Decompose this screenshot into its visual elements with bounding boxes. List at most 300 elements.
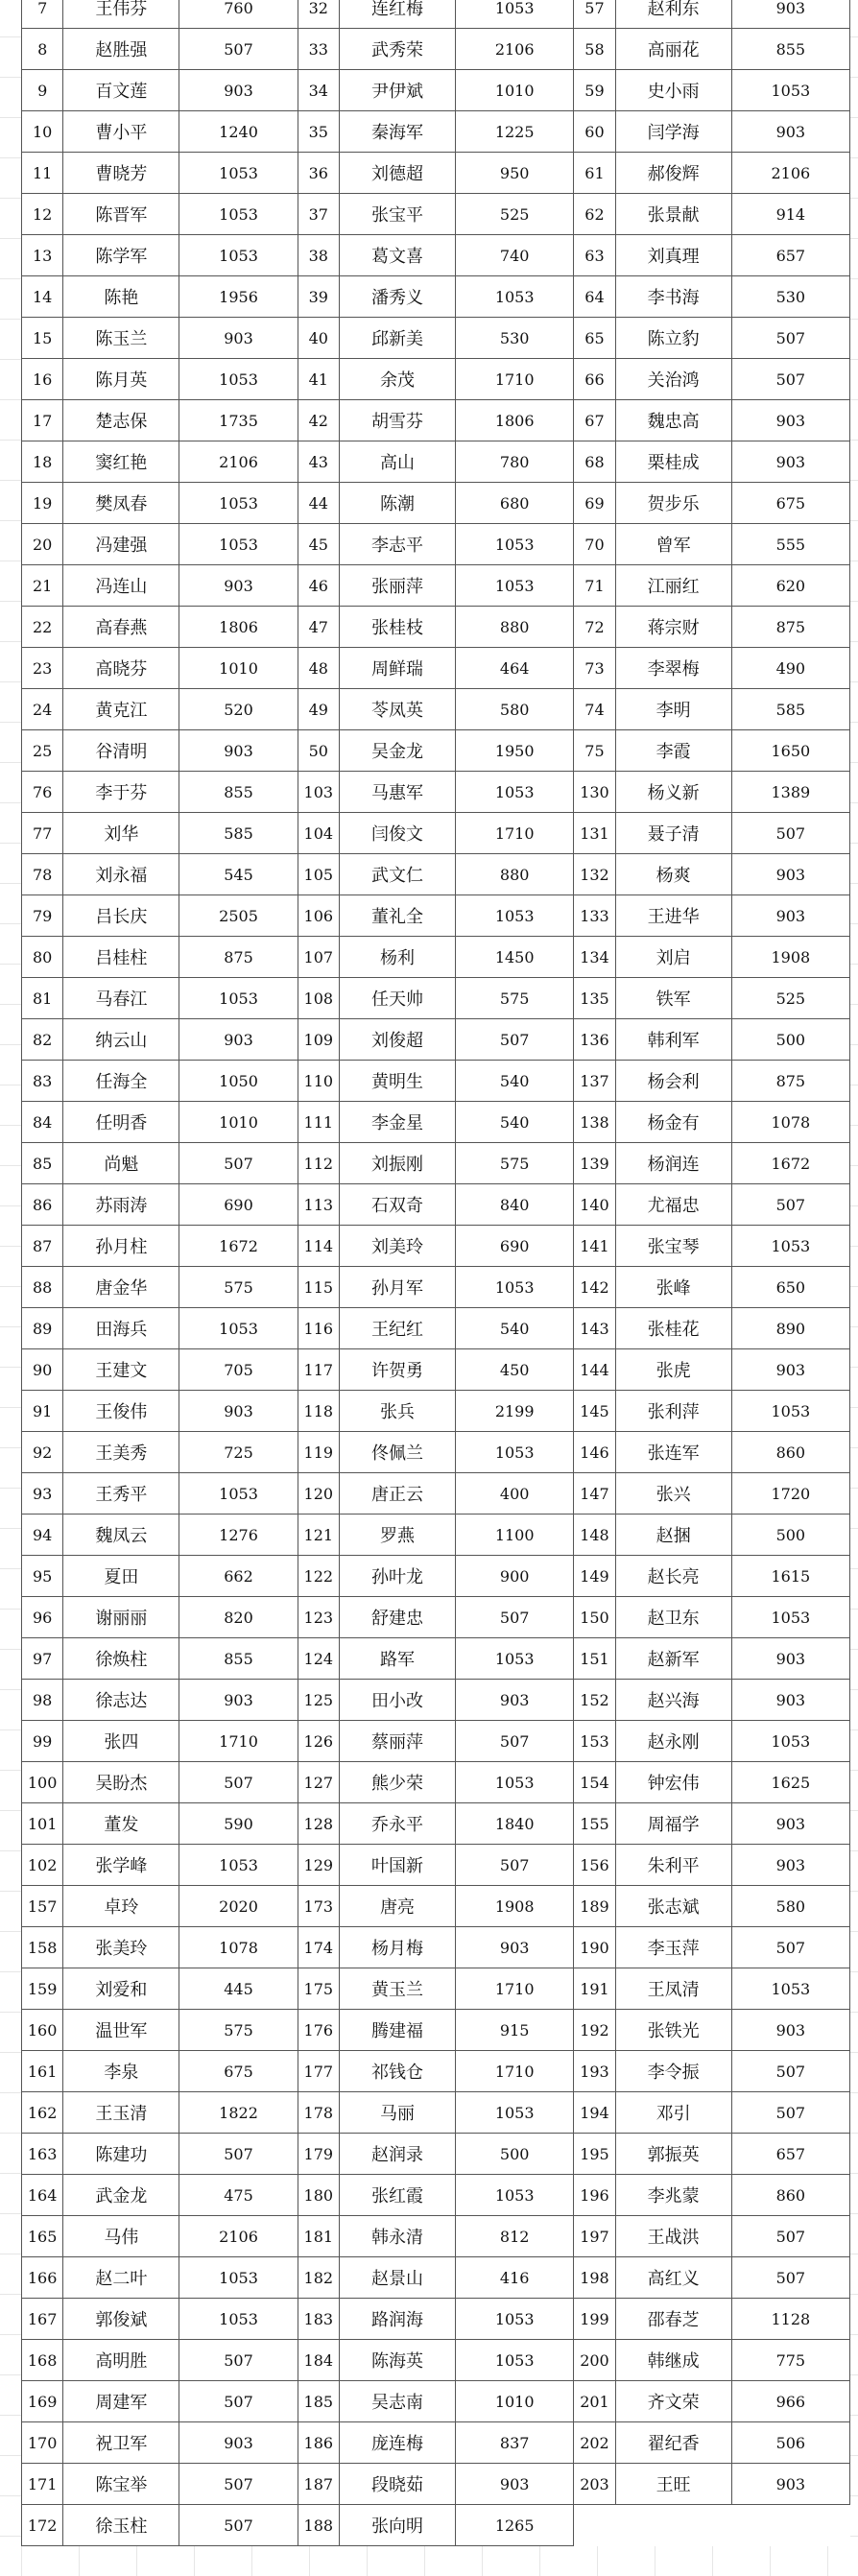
seq-number-cell[interactable]: 191	[574, 1968, 615, 2010]
amount-cell[interactable]: 903	[731, 2464, 849, 2505]
amount-cell[interactable]: 1053	[179, 359, 298, 400]
seq-number-cell[interactable]: 133	[574, 895, 615, 937]
seq-number-cell[interactable]: 90	[22, 1349, 63, 1391]
amount-cell[interactable]: 507	[731, 1184, 849, 1226]
person-name-cell[interactable]: 冯连山	[63, 565, 179, 607]
person-name-cell[interactable]: 聂子清	[615, 813, 731, 854]
person-name-cell[interactable]: 刘振刚	[339, 1143, 455, 1184]
person-name-cell[interactable]: 郭俊斌	[63, 2299, 179, 2340]
seq-number-cell[interactable]: 192	[574, 2010, 615, 2051]
seq-number-cell[interactable]: 63	[574, 235, 615, 276]
amount-cell[interactable]: 775	[731, 2340, 849, 2381]
amount-cell[interactable]: 506	[731, 2422, 849, 2464]
seq-number-cell[interactable]: 58	[574, 29, 615, 70]
seq-number-cell[interactable]: 114	[298, 1226, 339, 1267]
amount-cell[interactable]: 507	[179, 1762, 298, 1803]
seq-number-cell[interactable]: 193	[574, 2051, 615, 2092]
amount-cell[interactable]: 507	[179, 2134, 298, 2175]
person-name-cell[interactable]: 王秀平	[63, 1473, 179, 1515]
person-name-cell[interactable]: 陈宝举	[63, 2464, 179, 2505]
amount-cell[interactable]: 507	[179, 1143, 298, 1184]
person-name-cell[interactable]: 赵景山	[339, 2257, 455, 2299]
amount-cell[interactable]: 1672	[179, 1226, 298, 1267]
person-name-cell[interactable]: 卓玲	[63, 1886, 179, 1927]
person-name-cell[interactable]: 邵春芝	[615, 2299, 731, 2340]
person-name-cell[interactable]: 高春燕	[63, 607, 179, 648]
amount-cell[interactable]: 1128	[731, 2299, 849, 2340]
amount-cell[interactable]: 1053	[456, 895, 574, 937]
person-name-cell[interactable]: 李金星	[339, 1102, 455, 1143]
amount-cell[interactable]: 1053	[456, 2175, 574, 2216]
seq-number-cell[interactable]: 173	[298, 1886, 339, 1927]
seq-number-cell[interactable]: 167	[22, 2299, 63, 2340]
person-name-cell[interactable]: 黄克江	[63, 689, 179, 730]
amount-cell[interactable]: 580	[731, 1886, 849, 1927]
amount-cell[interactable]: 1010	[456, 2381, 574, 2422]
seq-number-cell[interactable]: 70	[574, 524, 615, 565]
person-name-cell[interactable]: 许贺勇	[339, 1349, 455, 1391]
seq-number-cell[interactable]: 32	[298, 0, 339, 29]
seq-number-cell[interactable]: 11	[22, 153, 63, 194]
seq-number-cell[interactable]: 171	[22, 2464, 63, 2505]
amount-cell[interactable]: 1053	[731, 1226, 849, 1267]
amount-cell[interactable]: 507	[731, 813, 849, 854]
amount-cell[interactable]: 450	[456, 1349, 574, 1391]
person-name-cell[interactable]: 高晓芬	[63, 648, 179, 689]
person-name-cell[interactable]: 纳云山	[63, 1019, 179, 1061]
amount-cell[interactable]: 580	[456, 689, 574, 730]
amount-cell[interactable]: 875	[731, 1061, 849, 1102]
amount-cell[interactable]: 903	[731, 1638, 849, 1680]
person-name-cell[interactable]: 赵永刚	[615, 1721, 731, 1762]
amount-cell[interactable]: 1053	[179, 524, 298, 565]
amount-cell[interactable]: 1010	[179, 1102, 298, 1143]
seq-number-cell[interactable]: 149	[574, 1556, 615, 1597]
person-name-cell[interactable]: 王进华	[615, 895, 731, 937]
seq-number-cell[interactable]: 174	[298, 1927, 339, 1968]
amount-cell[interactable]: 507	[731, 2092, 849, 2134]
person-name-cell[interactable]: 张宝平	[339, 194, 455, 235]
person-name-cell[interactable]: 王美秀	[63, 1432, 179, 1473]
seq-number-cell[interactable]: 41	[298, 359, 339, 400]
person-name-cell[interactable]: 温世军	[63, 2010, 179, 2051]
person-name-cell[interactable]: 张铁光	[615, 2010, 731, 2051]
person-name-cell[interactable]: 魏凤云	[63, 1515, 179, 1556]
person-name-cell[interactable]: 李翠梅	[615, 648, 731, 689]
seq-number-cell[interactable]: 68	[574, 441, 615, 483]
amount-cell[interactable]: 1225	[456, 111, 574, 153]
amount-cell[interactable]: 1240	[179, 111, 298, 153]
person-name-cell[interactable]: 尤福忠	[615, 1184, 731, 1226]
seq-number-cell[interactable]: 57	[574, 0, 615, 29]
amount-cell[interactable]: 1010	[179, 648, 298, 689]
amount-cell[interactable]: 540	[456, 1308, 574, 1349]
seq-number-cell[interactable]: 113	[298, 1184, 339, 1226]
seq-number-cell[interactable]: 14	[22, 276, 63, 318]
amount-cell[interactable]: 2020	[179, 1886, 298, 1927]
amount-cell[interactable]: 1053	[179, 2257, 298, 2299]
seq-number-cell[interactable]: 85	[22, 1143, 63, 1184]
person-name-cell[interactable]: 高红义	[615, 2257, 731, 2299]
seq-number-cell[interactable]: 97	[22, 1638, 63, 1680]
seq-number-cell[interactable]: 135	[574, 978, 615, 1019]
amount-cell[interactable]: 464	[456, 648, 574, 689]
person-name-cell[interactable]: 张兵	[339, 1391, 455, 1432]
seq-number-cell[interactable]: 169	[22, 2381, 63, 2422]
person-name-cell[interactable]: 段晓茹	[339, 2464, 455, 2505]
person-name-cell[interactable]: 朱利平	[615, 1845, 731, 1886]
person-name-cell[interactable]: 张美玲	[63, 1927, 179, 1968]
person-name-cell[interactable]: 杨润连	[615, 1143, 731, 1184]
amount-cell[interactable]: 2106	[456, 29, 574, 70]
person-name-cell[interactable]: 吕长庆	[63, 895, 179, 937]
amount-cell[interactable]: 837	[456, 2422, 574, 2464]
amount-cell[interactable]: 575	[179, 2010, 298, 2051]
amount-cell[interactable]: 1908	[456, 1886, 574, 1927]
amount-cell[interactable]: 1010	[456, 70, 574, 111]
amount-cell[interactable]: 1806	[179, 607, 298, 648]
amount-cell[interactable]: 903	[731, 1845, 849, 1886]
seq-number-cell[interactable]: 123	[298, 1597, 339, 1638]
amount-cell[interactable]: 507	[456, 1597, 574, 1638]
person-name-cell[interactable]: 谷清明	[63, 730, 179, 772]
seq-number-cell[interactable]: 108	[298, 978, 339, 1019]
seq-number-cell[interactable]: 62	[574, 194, 615, 235]
seq-number-cell[interactable]: 198	[574, 2257, 615, 2299]
person-name-cell[interactable]: 赵长亮	[615, 1556, 731, 1597]
amount-cell[interactable]: 507	[456, 1019, 574, 1061]
person-name-cell[interactable]: 刘德超	[339, 153, 455, 194]
person-name-cell[interactable]: 韩继成	[615, 2340, 731, 2381]
person-name-cell[interactable]: 陈月英	[63, 359, 179, 400]
person-name-cell[interactable]: 路润海	[339, 2299, 455, 2340]
amount-cell[interactable]: 903	[731, 1680, 849, 1721]
seq-number-cell[interactable]: 137	[574, 1061, 615, 1102]
amount-cell[interactable]: 1050	[179, 1061, 298, 1102]
seq-number-cell[interactable]: 185	[298, 2381, 339, 2422]
person-name-cell[interactable]: 唐正云	[339, 1473, 455, 1515]
person-name-cell[interactable]: 吴志南	[339, 2381, 455, 2422]
seq-number-cell[interactable]: 69	[574, 483, 615, 524]
seq-number-cell[interactable]: 201	[574, 2381, 615, 2422]
person-name-cell[interactable]: 祝卫军	[63, 2422, 179, 2464]
seq-number-cell[interactable]: 67	[574, 400, 615, 441]
amount-cell[interactable]: 1650	[731, 730, 849, 772]
amount-cell[interactable]: 575	[179, 1267, 298, 1308]
amount-cell[interactable]: 1053	[456, 2299, 574, 2340]
seq-number-cell[interactable]: 84	[22, 1102, 63, 1143]
person-name-cell[interactable]: 陈立豹	[615, 318, 731, 359]
person-name-cell[interactable]: 贺步乐	[615, 483, 731, 524]
seq-number-cell[interactable]: 21	[22, 565, 63, 607]
person-name-cell[interactable]: 祁钱仓	[339, 2051, 455, 2092]
amount-cell[interactable]: 1078	[179, 1927, 298, 1968]
amount-cell[interactable]: 507	[731, 318, 849, 359]
person-name-cell[interactable]: 樊凤春	[63, 483, 179, 524]
seq-number-cell[interactable]: 34	[298, 70, 339, 111]
seq-number-cell[interactable]: 16	[22, 359, 63, 400]
seq-number-cell[interactable]: 23	[22, 648, 63, 689]
seq-number-cell[interactable]: 7	[22, 0, 63, 29]
seq-number-cell[interactable]: 20	[22, 524, 63, 565]
amount-cell[interactable]: 903	[179, 1019, 298, 1061]
person-name-cell[interactable]: 董礼全	[339, 895, 455, 937]
person-name-cell[interactable]: 刘俊超	[339, 1019, 455, 1061]
amount-cell[interactable]: 520	[179, 689, 298, 730]
person-name-cell[interactable]: 李兆蒙	[615, 2175, 731, 2216]
seq-number-cell[interactable]: 147	[574, 1473, 615, 1515]
person-name-cell[interactable]: 任明香	[63, 1102, 179, 1143]
seq-number-cell[interactable]: 139	[574, 1143, 615, 1184]
seq-number-cell[interactable]: 182	[298, 2257, 339, 2299]
amount-cell[interactable]: 525	[731, 978, 849, 1019]
seq-number-cell[interactable]: 166	[22, 2257, 63, 2299]
seq-number-cell[interactable]: 83	[22, 1061, 63, 1102]
seq-number-cell[interactable]: 12	[22, 194, 63, 235]
seq-number-cell[interactable]: 100	[22, 1762, 63, 1803]
seq-number-cell[interactable]: 40	[298, 318, 339, 359]
person-name-cell[interactable]: 王纪红	[339, 1308, 455, 1349]
seq-number-cell[interactable]: 130	[574, 772, 615, 813]
seq-number-cell[interactable]: 155	[574, 1803, 615, 1845]
person-name-cell[interactable]: 齐文荣	[615, 2381, 731, 2422]
person-name-cell[interactable]: 邓引	[615, 2092, 731, 2134]
person-name-cell[interactable]: 尚魁	[63, 1143, 179, 1184]
person-name-cell[interactable]: 刘华	[63, 813, 179, 854]
seq-number-cell[interactable]: 48	[298, 648, 339, 689]
seq-number-cell[interactable]: 128	[298, 1803, 339, 1845]
seq-number-cell[interactable]: 163	[22, 2134, 63, 2175]
seq-number-cell[interactable]: 159	[22, 1968, 63, 2010]
seq-number-cell[interactable]: 116	[298, 1308, 339, 1349]
person-name-cell[interactable]: 张虎	[615, 1349, 731, 1391]
amount-cell[interactable]: 475	[179, 2175, 298, 2216]
seq-number-cell[interactable]: 197	[574, 2216, 615, 2257]
person-name-cell[interactable]: 闫学海	[615, 111, 731, 153]
amount-cell[interactable]: 725	[179, 1432, 298, 1473]
seq-number-cell[interactable]: 165	[22, 2216, 63, 2257]
person-name-cell[interactable]: 赵捆	[615, 1515, 731, 1556]
amount-cell[interactable]: 903	[731, 1803, 849, 1845]
person-name-cell[interactable]: 杨月梅	[339, 1927, 455, 1968]
person-name-cell[interactable]: 曹晓芳	[63, 153, 179, 194]
seq-number-cell[interactable]: 39	[298, 276, 339, 318]
person-name-cell[interactable]: 李令振	[615, 2051, 731, 2092]
seq-number-cell[interactable]: 13	[22, 235, 63, 276]
amount-cell[interactable]: 490	[731, 648, 849, 689]
amount-cell[interactable]: 1053	[456, 1762, 574, 1803]
amount-cell[interactable]: 705	[179, 1349, 298, 1391]
person-name-cell[interactable]: 唐亮	[339, 1886, 455, 1927]
seq-number-cell[interactable]: 107	[298, 937, 339, 978]
seq-number-cell[interactable]: 196	[574, 2175, 615, 2216]
seq-number-cell[interactable]: 87	[22, 1226, 63, 1267]
seq-number-cell[interactable]: 132	[574, 854, 615, 895]
seq-number-cell[interactable]: 131	[574, 813, 615, 854]
amount-cell[interactable]: 1710	[456, 813, 574, 854]
person-name-cell[interactable]: 高明胜	[63, 2340, 179, 2381]
amount-cell[interactable]: 657	[731, 2134, 849, 2175]
amount-cell[interactable]: 507	[179, 2340, 298, 2381]
seq-number-cell[interactable]: 88	[22, 1267, 63, 1308]
person-name-cell[interactable]: 张兴	[615, 1473, 731, 1515]
seq-number-cell[interactable]: 138	[574, 1102, 615, 1143]
seq-number-cell[interactable]: 99	[22, 1721, 63, 1762]
seq-number-cell[interactable]: 80	[22, 937, 63, 978]
seq-number-cell[interactable]: 143	[574, 1308, 615, 1349]
amount-cell[interactable]: 1625	[731, 1762, 849, 1803]
amount-cell[interactable]: 445	[179, 1968, 298, 2010]
person-name-cell[interactable]: 赵胜强	[63, 29, 179, 70]
amount-cell[interactable]: 950	[456, 153, 574, 194]
person-name-cell[interactable]: 关治鸿	[615, 359, 731, 400]
seq-number-cell[interactable]: 74	[574, 689, 615, 730]
seq-number-cell[interactable]: 160	[22, 2010, 63, 2051]
seq-number-cell[interactable]: 148	[574, 1515, 615, 1556]
person-name-cell[interactable]: 孙月军	[339, 1267, 455, 1308]
amount-cell[interactable]: 1053	[179, 153, 298, 194]
person-name-cell[interactable]: 张连军	[615, 1432, 731, 1473]
person-name-cell[interactable]: 王玉清	[63, 2092, 179, 2134]
person-name-cell[interactable]: 周建军	[63, 2381, 179, 2422]
amount-cell[interactable]: 915	[456, 2010, 574, 2051]
seq-number-cell[interactable]: 142	[574, 1267, 615, 1308]
amount-cell[interactable]: 507	[731, 2257, 849, 2299]
seq-number-cell[interactable]: 120	[298, 1473, 339, 1515]
person-name-cell[interactable]: 王旺	[615, 2464, 731, 2505]
seq-number-cell[interactable]: 104	[298, 813, 339, 854]
seq-number-cell[interactable]: 202	[574, 2422, 615, 2464]
amount-cell[interactable]: 880	[456, 607, 574, 648]
amount-cell[interactable]: 575	[456, 978, 574, 1019]
person-name-cell[interactable]: 杨义新	[615, 772, 731, 813]
person-name-cell[interactable]: 张学峰	[63, 1845, 179, 1886]
amount-cell[interactable]: 903	[731, 854, 849, 895]
empty-cell[interactable]	[615, 2505, 731, 2546]
person-name-cell[interactable]: 苏雨涛	[63, 1184, 179, 1226]
person-name-cell[interactable]: 黄明生	[339, 1061, 455, 1102]
seq-number-cell[interactable]: 117	[298, 1349, 339, 1391]
person-name-cell[interactable]: 秦海军	[339, 111, 455, 153]
seq-number-cell[interactable]: 146	[574, 1432, 615, 1473]
amount-cell[interactable]: 820	[179, 1597, 298, 1638]
seq-number-cell[interactable]: 140	[574, 1184, 615, 1226]
amount-cell[interactable]: 690	[456, 1226, 574, 1267]
person-name-cell[interactable]: 高丽花	[615, 29, 731, 70]
amount-cell[interactable]: 903	[731, 1349, 849, 1391]
person-name-cell[interactable]: 李明	[615, 689, 731, 730]
seq-number-cell[interactable]: 184	[298, 2340, 339, 2381]
empty-cell[interactable]	[731, 2505, 849, 2546]
seq-number-cell[interactable]: 112	[298, 1143, 339, 1184]
person-name-cell[interactable]: 苓凤英	[339, 689, 455, 730]
amount-cell[interactable]: 1840	[456, 1803, 574, 1845]
amount-cell[interactable]: 1053	[731, 1968, 849, 2010]
seq-number-cell[interactable]: 178	[298, 2092, 339, 2134]
seq-number-cell[interactable]: 94	[22, 1515, 63, 1556]
person-name-cell[interactable]: 任海全	[63, 1061, 179, 1102]
amount-cell[interactable]: 500	[456, 2134, 574, 2175]
person-name-cell[interactable]: 马惠军	[339, 772, 455, 813]
amount-cell[interactable]: 903	[179, 318, 298, 359]
amount-cell[interactable]: 530	[731, 276, 849, 318]
seq-number-cell[interactable]: 93	[22, 1473, 63, 1515]
person-name-cell[interactable]: 余茂	[339, 359, 455, 400]
amount-cell[interactable]: 620	[731, 565, 849, 607]
seq-number-cell[interactable]: 73	[574, 648, 615, 689]
person-name-cell[interactable]: 王凤清	[615, 1968, 731, 2010]
seq-number-cell[interactable]: 44	[298, 483, 339, 524]
amount-cell[interactable]: 966	[731, 2381, 849, 2422]
seq-number-cell[interactable]: 115	[298, 1267, 339, 1308]
seq-number-cell[interactable]: 98	[22, 1680, 63, 1721]
person-name-cell[interactable]: 张向明	[339, 2505, 455, 2546]
seq-number-cell[interactable]: 118	[298, 1391, 339, 1432]
person-name-cell[interactable]: 王伟芬	[63, 0, 179, 29]
person-name-cell[interactable]: 夏田	[63, 1556, 179, 1597]
person-name-cell[interactable]: 田海兵	[63, 1308, 179, 1349]
seq-number-cell[interactable]: 45	[298, 524, 339, 565]
amount-cell[interactable]: 903	[731, 2010, 849, 2051]
seq-number-cell[interactable]: 154	[574, 1762, 615, 1803]
person-name-cell[interactable]: 郝俊辉	[615, 153, 731, 194]
person-name-cell[interactable]: 徐焕柱	[63, 1638, 179, 1680]
amount-cell[interactable]: 540	[456, 1102, 574, 1143]
amount-cell[interactable]: 507	[731, 2216, 849, 2257]
person-name-cell[interactable]: 吴盼杰	[63, 1762, 179, 1803]
amount-cell[interactable]: 1053	[456, 0, 574, 29]
amount-cell[interactable]: 1053	[179, 978, 298, 1019]
amount-cell[interactable]: 760	[179, 0, 298, 29]
amount-cell[interactable]: 585	[731, 689, 849, 730]
amount-cell[interactable]: 1053	[456, 1432, 574, 1473]
seq-number-cell[interactable]: 42	[298, 400, 339, 441]
amount-cell[interactable]: 1265	[456, 2505, 574, 2546]
person-name-cell[interactable]: 陈海英	[339, 2340, 455, 2381]
seq-number-cell[interactable]: 43	[298, 441, 339, 483]
amount-cell[interactable]: 1053	[456, 2340, 574, 2381]
person-name-cell[interactable]: 周福学	[615, 1803, 731, 1845]
amount-cell[interactable]: 400	[456, 1473, 574, 1515]
person-name-cell[interactable]: 张景献	[615, 194, 731, 235]
amount-cell[interactable]: 2505	[179, 895, 298, 937]
seq-number-cell[interactable]: 181	[298, 2216, 339, 2257]
seq-number-cell[interactable]: 46	[298, 565, 339, 607]
amount-cell[interactable]: 1053	[179, 1845, 298, 1886]
amount-cell[interactable]: 1735	[179, 400, 298, 441]
amount-cell[interactable]: 1956	[179, 276, 298, 318]
seq-number-cell[interactable]: 78	[22, 854, 63, 895]
person-name-cell[interactable]: 曾军	[615, 524, 731, 565]
seq-number-cell[interactable]: 183	[298, 2299, 339, 2340]
amount-cell[interactable]: 1053	[179, 1308, 298, 1349]
seq-number-cell[interactable]: 190	[574, 1927, 615, 1968]
amount-cell[interactable]: 903	[456, 1680, 574, 1721]
person-name-cell[interactable]: 周鲜瑞	[339, 648, 455, 689]
person-name-cell[interactable]: 张丽萍	[339, 565, 455, 607]
person-name-cell[interactable]: 石双奇	[339, 1184, 455, 1226]
person-name-cell[interactable]: 陈玉兰	[63, 318, 179, 359]
amount-cell[interactable]: 740	[456, 235, 574, 276]
person-name-cell[interactable]: 张峰	[615, 1267, 731, 1308]
seq-number-cell[interactable]: 129	[298, 1845, 339, 1886]
amount-cell[interactable]: 1710	[456, 359, 574, 400]
seq-number-cell[interactable]: 47	[298, 607, 339, 648]
seq-number-cell[interactable]: 110	[298, 1061, 339, 1102]
amount-cell[interactable]: 1053	[731, 1597, 849, 1638]
person-name-cell[interactable]: 蔡丽萍	[339, 1721, 455, 1762]
amount-cell[interactable]: 530	[456, 318, 574, 359]
